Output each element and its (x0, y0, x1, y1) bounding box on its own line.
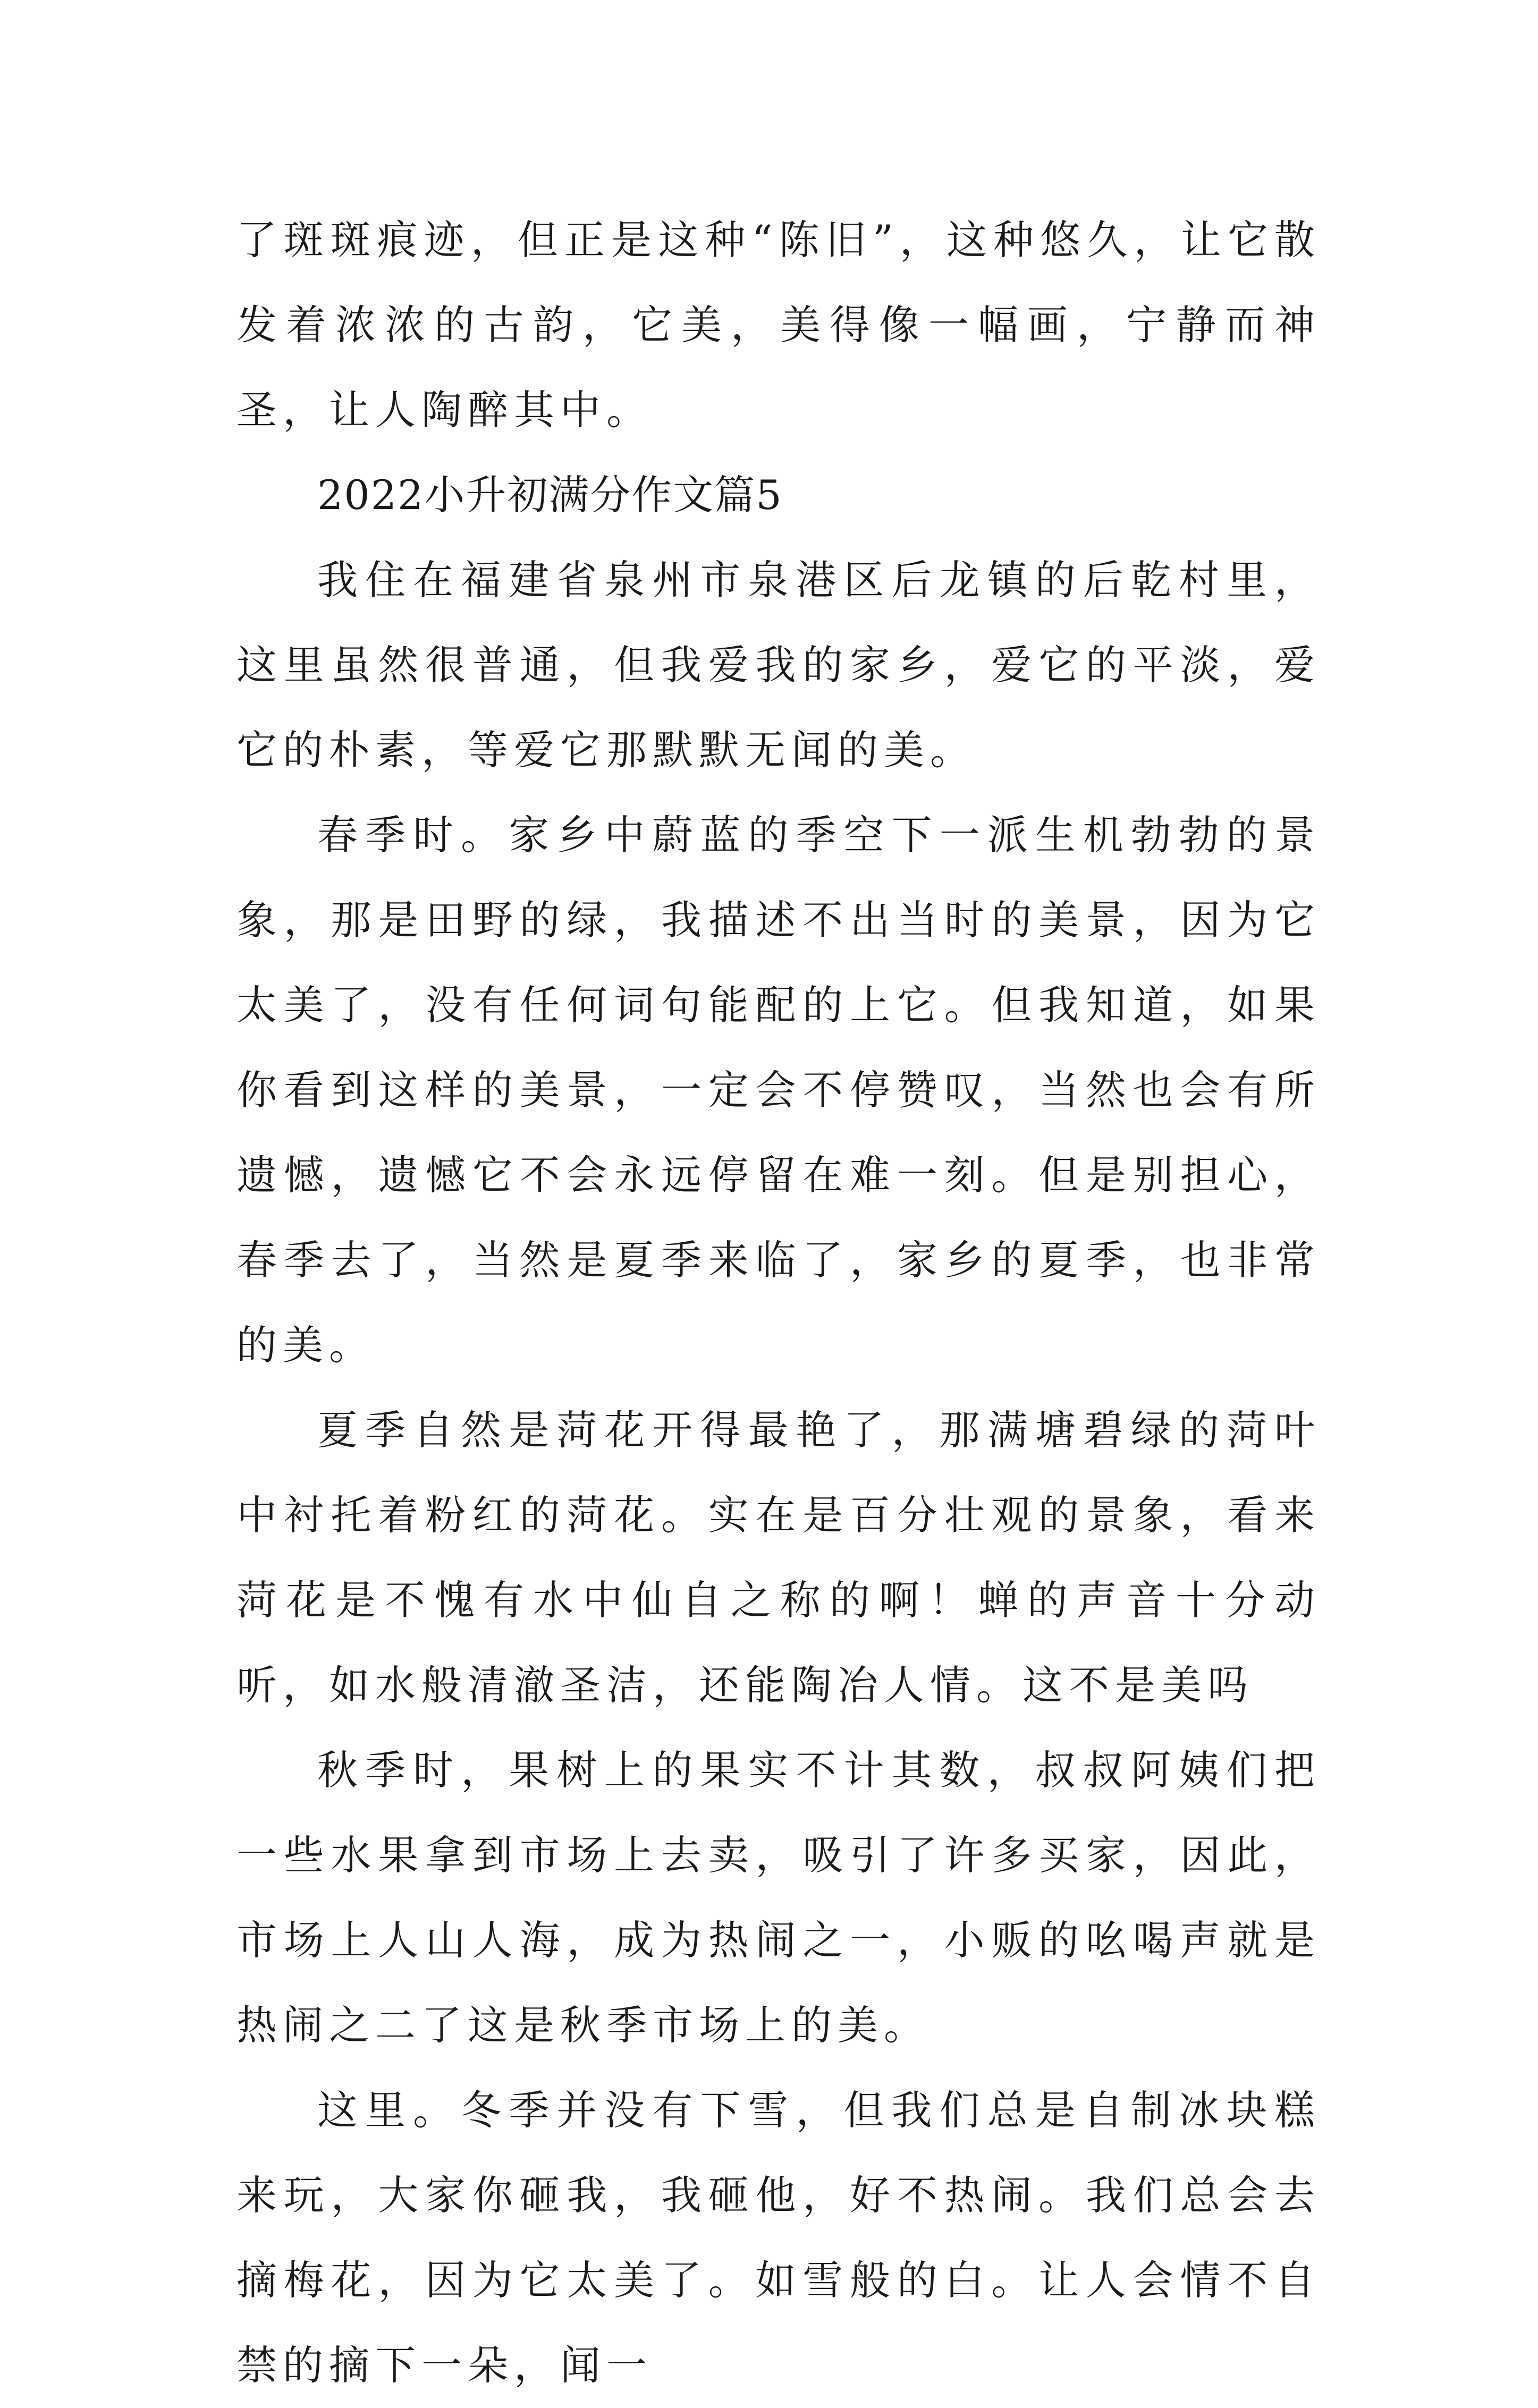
paragraph-continuation: 了斑斑痕迹，但正是这种“陈旧”，这种悠久，让它散发着浓浓的古韵，它美，美得像一幅画，宁静而神圣，让人陶醉其中。 (236, 216, 1321, 434)
document-body (236, 198, 1321, 2408)
paragraph: 夏季自然是菏花开得最艳了，那满塘碧绿的菏叶中衬托着粉红的菏花。实在是百分壮观的景象，看来菏花是不愧有水中仙自之称的啊！蝉的声音十分动听，如水般清澈圣洁，还能陶冶人情。这不是美吗 (236, 1406, 1321, 1709)
paragraph: 这里。冬季并没有下雪，但我们总是自制冰块糕来玩，大家你砸我，我砸他，好不热闹。我们总会去摘梅花，因为它太美了。如雪般的白。让人会情不自禁的摘下一朵，闻一 (236, 2087, 1321, 2389)
paragraph: 我住在福建省泉州市泉港区后龙镇的后乾村里，这里虽然很普通，但我爱我的家乡，爱它的平淡，爱它的朴素，等爱它那默默无闻的美。 (236, 556, 1321, 774)
paragraph: 秋季时，果树上的果实不计其数，叔叔阿姨们把一些水果拿到市场上去卖，吸引了许多买家，因此，市场上人山人海，成为热闹之一，小贩的吆喝声就是热闹之二了这是秋季市场上的美。 (236, 1746, 1321, 2049)
section-heading: 2022小升初满分作文篇5 (317, 471, 783, 519)
paragraph: 春季时。家乡中蔚蓝的季空下一派生机勃勃的景象，那是田野的绿，我描述不出当时的美景，因为它太美了，没有任何词句能配的上它。但我知道，如果你看到这样的美景，一定会不停赞叹，当然也会有所遗憾，遗憾它不会永远停留在难一刻。但是别担心，春季去了，当然是夏季来临了，家乡的夏季，也非常的美。 (236, 811, 1321, 1369)
